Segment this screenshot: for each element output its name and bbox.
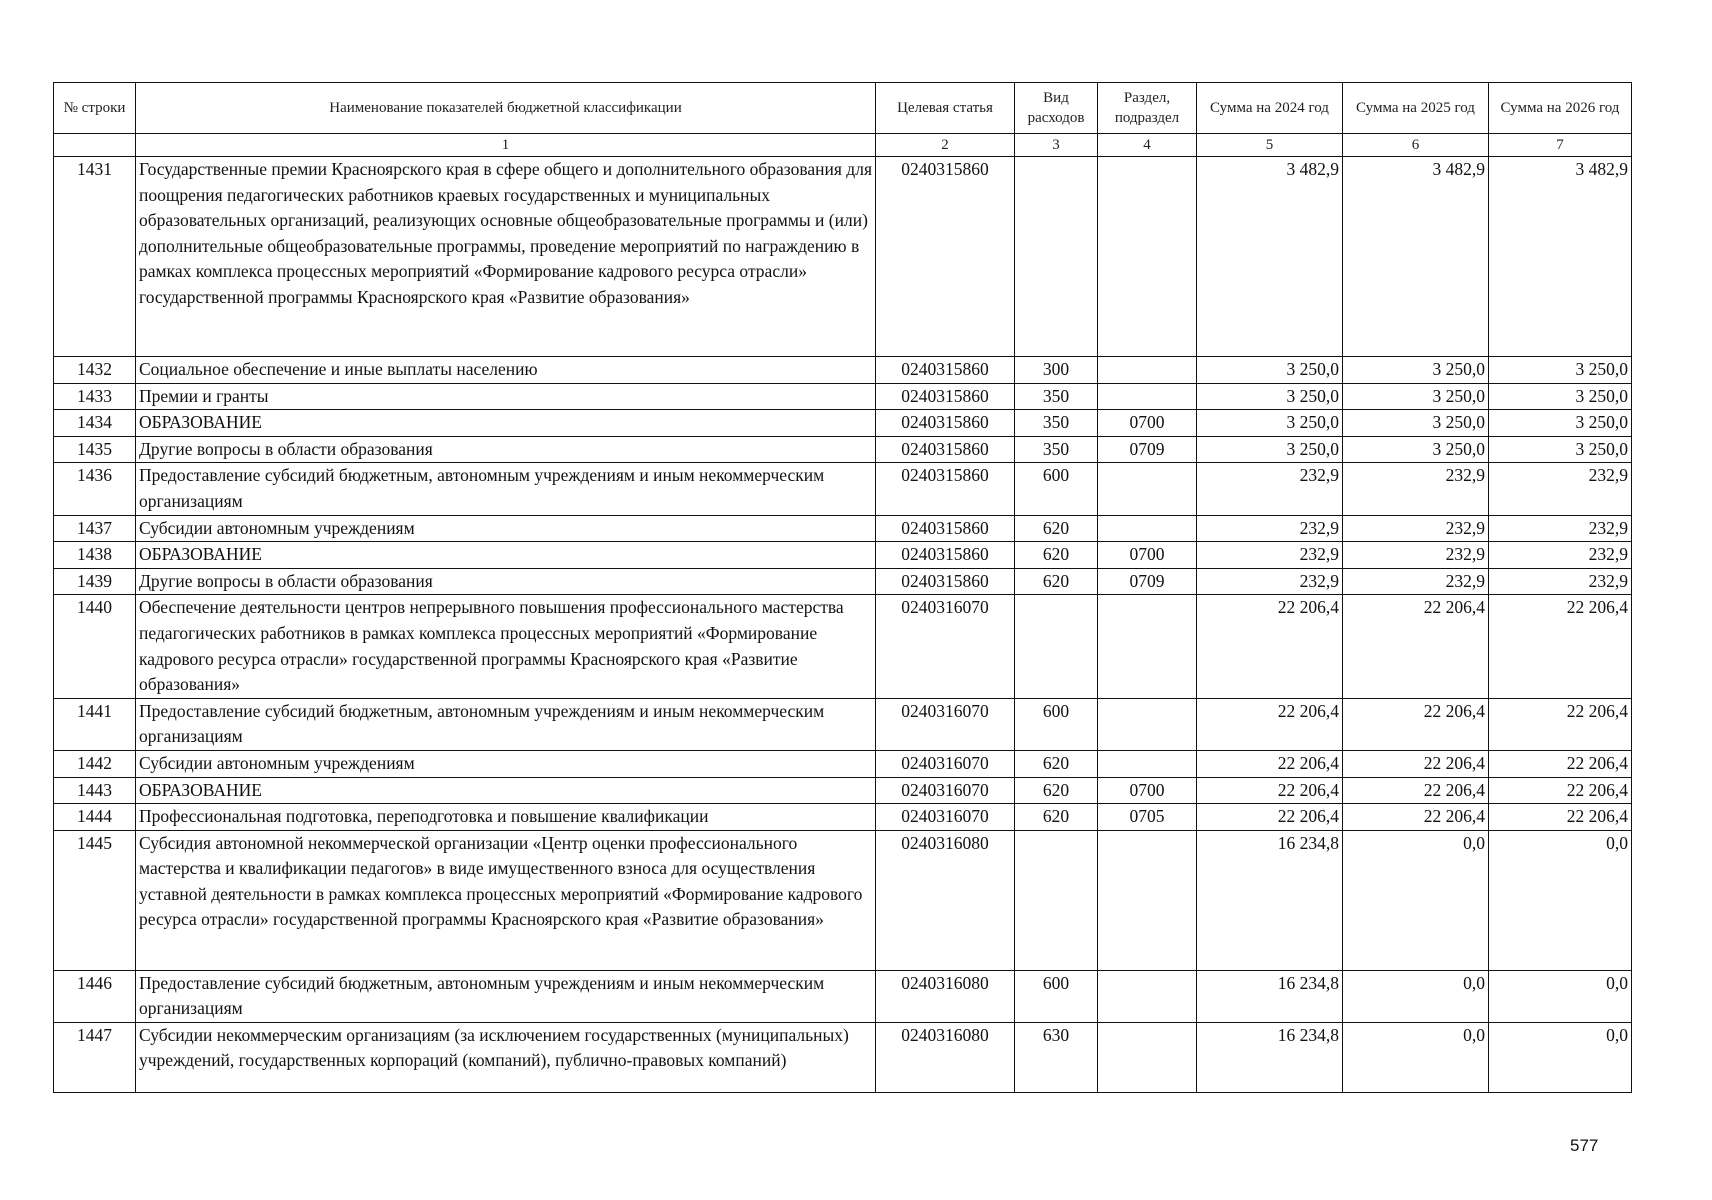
- row-number: 1442: [54, 750, 136, 777]
- row-number: 1434: [54, 410, 136, 437]
- section-code: [1098, 830, 1197, 970]
- indicator-name: Субсидии автономным учреждениям: [136, 515, 876, 542]
- sum-2025: 0,0: [1343, 830, 1489, 970]
- sum-2025: 0,0: [1343, 970, 1489, 1022]
- indicator-name: Субсидия автономной некоммерческой организации «Центр оценки профессионального мастерства и квалификации педагогов» в виде имущественного взноса для осуществления уставной деятельности в рамках комплекса процессных мероприятий «Формирование кадрового ресурса отрасли» государственной программы Красноярского края «Развитие образования»: [136, 830, 876, 970]
- column-number: 4: [1098, 134, 1197, 157]
- table-row: [54, 970, 1632, 1022]
- section-code: 0709: [1098, 436, 1197, 463]
- sum-2024: 3 250,0: [1197, 410, 1343, 437]
- sum-2024: 232,9: [1197, 463, 1343, 515]
- indicator-name: ОБРАЗОВАНИЕ: [136, 410, 876, 437]
- sum-2025: 232,9: [1343, 515, 1489, 542]
- section-code: [1098, 595, 1197, 698]
- expense-kind: 630: [1015, 1022, 1098, 1092]
- sum-2024: 3 250,0: [1197, 383, 1343, 410]
- table-row: [54, 157, 1632, 357]
- table-row: [54, 463, 1632, 515]
- expense-kind: [1015, 830, 1098, 970]
- table-row: [54, 436, 1632, 463]
- header-sum-2025: Сумма на 2025 год: [1343, 83, 1489, 134]
- indicator-name: Обеспечение деятельности центров непрерывного повышения профессионального мастерства педагогических работников в рамках комплекса процессных мероприятий «Формирование кадрового ресурса отрасли» государственной программы Красноярского края «Развитие образования»: [136, 595, 876, 698]
- sum-2024: 22 206,4: [1197, 804, 1343, 831]
- sum-2026: 3 250,0: [1489, 383, 1632, 410]
- row-number: 1431: [54, 157, 136, 357]
- indicator-name: Социальное обеспечение и иные выплаты населению: [136, 357, 876, 384]
- sum-2026: 0,0: [1489, 830, 1632, 970]
- table-row: [54, 698, 1632, 750]
- sum-2024: 22 206,4: [1197, 777, 1343, 804]
- section-code: [1098, 698, 1197, 750]
- section-code: [1098, 157, 1197, 357]
- indicator-name: Субсидии автономным учреждениям: [136, 750, 876, 777]
- column-number: 7: [1489, 134, 1632, 157]
- target-article: 0240316070: [876, 777, 1015, 804]
- table-row: [54, 410, 1632, 437]
- sum-2026: 3 250,0: [1489, 436, 1632, 463]
- sum-2026: 232,9: [1489, 542, 1632, 569]
- header-section: Раздел, подраздел: [1098, 83, 1197, 134]
- row-number: 1437: [54, 515, 136, 542]
- row-number: 1432: [54, 357, 136, 384]
- expense-kind: 620: [1015, 750, 1098, 777]
- sum-2024: 16 234,8: [1197, 830, 1343, 970]
- sum-2025: 0,0: [1343, 1022, 1489, 1092]
- sum-2025: 3 250,0: [1343, 410, 1489, 437]
- table-row: [54, 777, 1632, 804]
- sum-2026: 3 482,9: [1489, 157, 1632, 357]
- column-number-blank: [54, 134, 136, 157]
- target-article: 0240315860: [876, 157, 1015, 357]
- budget-sheet: [53, 82, 1631, 1093]
- sum-2025: 3 250,0: [1343, 383, 1489, 410]
- sum-2025: 3 250,0: [1343, 436, 1489, 463]
- expense-kind: 620: [1015, 804, 1098, 831]
- sum-2024: 232,9: [1197, 568, 1343, 595]
- sum-2024: 3 482,9: [1197, 157, 1343, 357]
- row-number: 1439: [54, 568, 136, 595]
- sum-2026: 22 206,4: [1489, 750, 1632, 777]
- indicator-name: Другие вопросы в области образования: [136, 436, 876, 463]
- sum-2025: 22 206,4: [1343, 698, 1489, 750]
- table-row: [54, 357, 1632, 384]
- sum-2026: 3 250,0: [1489, 410, 1632, 437]
- column-number: 3: [1015, 134, 1098, 157]
- sum-2025: 22 206,4: [1343, 595, 1489, 698]
- section-code: 0700: [1098, 542, 1197, 569]
- indicator-name: ОБРАЗОВАНИЕ: [136, 542, 876, 569]
- table-row: [54, 595, 1632, 698]
- target-article: 0240315860: [876, 515, 1015, 542]
- sum-2025: 22 206,4: [1343, 777, 1489, 804]
- indicator-name: Премии и гранты: [136, 383, 876, 410]
- row-number: 1433: [54, 383, 136, 410]
- expense-kind: [1015, 595, 1098, 698]
- row-number: 1441: [54, 698, 136, 750]
- expense-kind: 620: [1015, 777, 1098, 804]
- expense-kind: 620: [1015, 515, 1098, 542]
- sum-2024: 22 206,4: [1197, 698, 1343, 750]
- expense-kind: 600: [1015, 698, 1098, 750]
- table-row: [54, 804, 1632, 831]
- target-article: 0240316070: [876, 750, 1015, 777]
- expense-kind: 600: [1015, 463, 1098, 515]
- sum-2024: 22 206,4: [1197, 750, 1343, 777]
- sum-2024: 232,9: [1197, 515, 1343, 542]
- sum-2026: 22 206,4: [1489, 595, 1632, 698]
- sum-2024: 232,9: [1197, 542, 1343, 569]
- table-header-row: [54, 83, 1632, 134]
- indicator-name: Другие вопросы в области образования: [136, 568, 876, 595]
- expense-kind: 620: [1015, 568, 1098, 595]
- table-row: [54, 750, 1632, 777]
- header-target-article: Целевая статья: [876, 83, 1015, 134]
- sum-2026: 232,9: [1489, 515, 1632, 542]
- target-article: 0240315860: [876, 542, 1015, 569]
- sum-2025: 232,9: [1343, 542, 1489, 569]
- row-number: 1447: [54, 1022, 136, 1092]
- sum-2026: 232,9: [1489, 463, 1632, 515]
- sum-2025: 3 482,9: [1343, 157, 1489, 357]
- target-article: 0240315860: [876, 568, 1015, 595]
- column-number: 6: [1343, 134, 1489, 157]
- column-number-row: [54, 134, 1632, 157]
- expense-kind: 350: [1015, 436, 1098, 463]
- target-article: 0240316070: [876, 595, 1015, 698]
- target-article: 0240315860: [876, 357, 1015, 384]
- header-sum-2024: Сумма на 2024 год: [1197, 83, 1343, 134]
- sum-2026: 22 206,4: [1489, 804, 1632, 831]
- header-row-number: № строки: [54, 83, 136, 134]
- indicator-name: Предоставление субсидий бюджетным, автономным учреждениям и иным некоммерческим организациям: [136, 970, 876, 1022]
- sum-2024: 22 206,4: [1197, 595, 1343, 698]
- table-row: [54, 515, 1632, 542]
- expense-kind: 600: [1015, 970, 1098, 1022]
- indicator-name: Государственные премии Красноярского края в сфере общего и дополнительного образования для поощрения педагогических работников краевых государственных и муниципальных образовательных организаций, реализующих основные общеобразовательные программы и (или) дополнительные общеобразовательные программы, проведение мероприятий по награждению в рамках комплекса процессных мероприятий «Формирование кадрового ресурса отрасли» государственной программы Красноярского края «Развитие образования»: [136, 157, 876, 357]
- table-body: [54, 157, 1632, 1093]
- sum-2024: 3 250,0: [1197, 357, 1343, 384]
- row-number: 1436: [54, 463, 136, 515]
- sum-2025: 22 206,4: [1343, 750, 1489, 777]
- target-article: 0240315860: [876, 463, 1015, 515]
- row-number: 1445: [54, 830, 136, 970]
- header-expense-kind: Вид расходов: [1015, 83, 1098, 134]
- target-article: 0240316080: [876, 970, 1015, 1022]
- indicator-name: Профессиональная подготовка, переподготовка и повышение квалификации: [136, 804, 876, 831]
- sum-2024: 16 234,8: [1197, 970, 1343, 1022]
- section-code: [1098, 357, 1197, 384]
- section-code: 0709: [1098, 568, 1197, 595]
- section-code: [1098, 1022, 1197, 1092]
- target-article: 0240315860: [876, 436, 1015, 463]
- sum-2026: 232,9: [1489, 568, 1632, 595]
- row-number: 1438: [54, 542, 136, 569]
- column-number: 1: [136, 134, 876, 157]
- section-code: [1098, 463, 1197, 515]
- sum-2024: 3 250,0: [1197, 436, 1343, 463]
- table-row: [54, 1022, 1632, 1092]
- section-code: 0700: [1098, 777, 1197, 804]
- section-code: [1098, 515, 1197, 542]
- column-number: 2: [876, 134, 1015, 157]
- section-code: [1098, 970, 1197, 1022]
- table-row: [54, 568, 1632, 595]
- row-number: 1435: [54, 436, 136, 463]
- table-row: [54, 383, 1632, 410]
- budget-table: [53, 82, 1632, 1093]
- expense-kind: 300: [1015, 357, 1098, 384]
- header-name: Наименование показателей бюджетной классификации: [136, 83, 876, 134]
- column-number: 5: [1197, 134, 1343, 157]
- row-number: 1443: [54, 777, 136, 804]
- table-row: [54, 830, 1632, 970]
- target-article: 0240316070: [876, 804, 1015, 831]
- indicator-name: Субсидии некоммерческим организациям (за исключением государственных (муниципальных) учреждений, государственных корпораций (компаний), публично-правовых компаний): [136, 1022, 876, 1092]
- sum-2024: 16 234,8: [1197, 1022, 1343, 1092]
- section-code: [1098, 750, 1197, 777]
- expense-kind: [1015, 157, 1098, 357]
- expense-kind: 350: [1015, 383, 1098, 410]
- sum-2026: 3 250,0: [1489, 357, 1632, 384]
- indicator-name: Предоставление субсидий бюджетным, автономным учреждениям и иным некоммерческим организациям: [136, 698, 876, 750]
- indicator-name: ОБРАЗОВАНИЕ: [136, 777, 876, 804]
- row-number: 1446: [54, 970, 136, 1022]
- section-code: 0700: [1098, 410, 1197, 437]
- expense-kind: 620: [1015, 542, 1098, 569]
- target-article: 0240316070: [876, 698, 1015, 750]
- sum-2025: 22 206,4: [1343, 804, 1489, 831]
- sum-2025: 232,9: [1343, 568, 1489, 595]
- sum-2025: 3 250,0: [1343, 357, 1489, 384]
- target-article: 0240315860: [876, 383, 1015, 410]
- table-row: [54, 542, 1632, 569]
- sum-2026: 0,0: [1489, 970, 1632, 1022]
- row-number: 1440: [54, 595, 136, 698]
- target-article: 0240315860: [876, 410, 1015, 437]
- target-article: 0240316080: [876, 1022, 1015, 1092]
- expense-kind: 350: [1015, 410, 1098, 437]
- section-code: 0705: [1098, 804, 1197, 831]
- sum-2026: 0,0: [1489, 1022, 1632, 1092]
- section-code: [1098, 383, 1197, 410]
- sum-2026: 22 206,4: [1489, 777, 1632, 804]
- header-sum-2026: Сумма на 2026 год: [1489, 83, 1632, 134]
- indicator-name: Предоставление субсидий бюджетным, автономным учреждениям и иным некоммерческим организациям: [136, 463, 876, 515]
- page-number: 577: [1570, 1136, 1599, 1155]
- target-article: 0240316080: [876, 830, 1015, 970]
- sum-2026: 22 206,4: [1489, 698, 1632, 750]
- row-number: 1444: [54, 804, 136, 831]
- sum-2025: 232,9: [1343, 463, 1489, 515]
